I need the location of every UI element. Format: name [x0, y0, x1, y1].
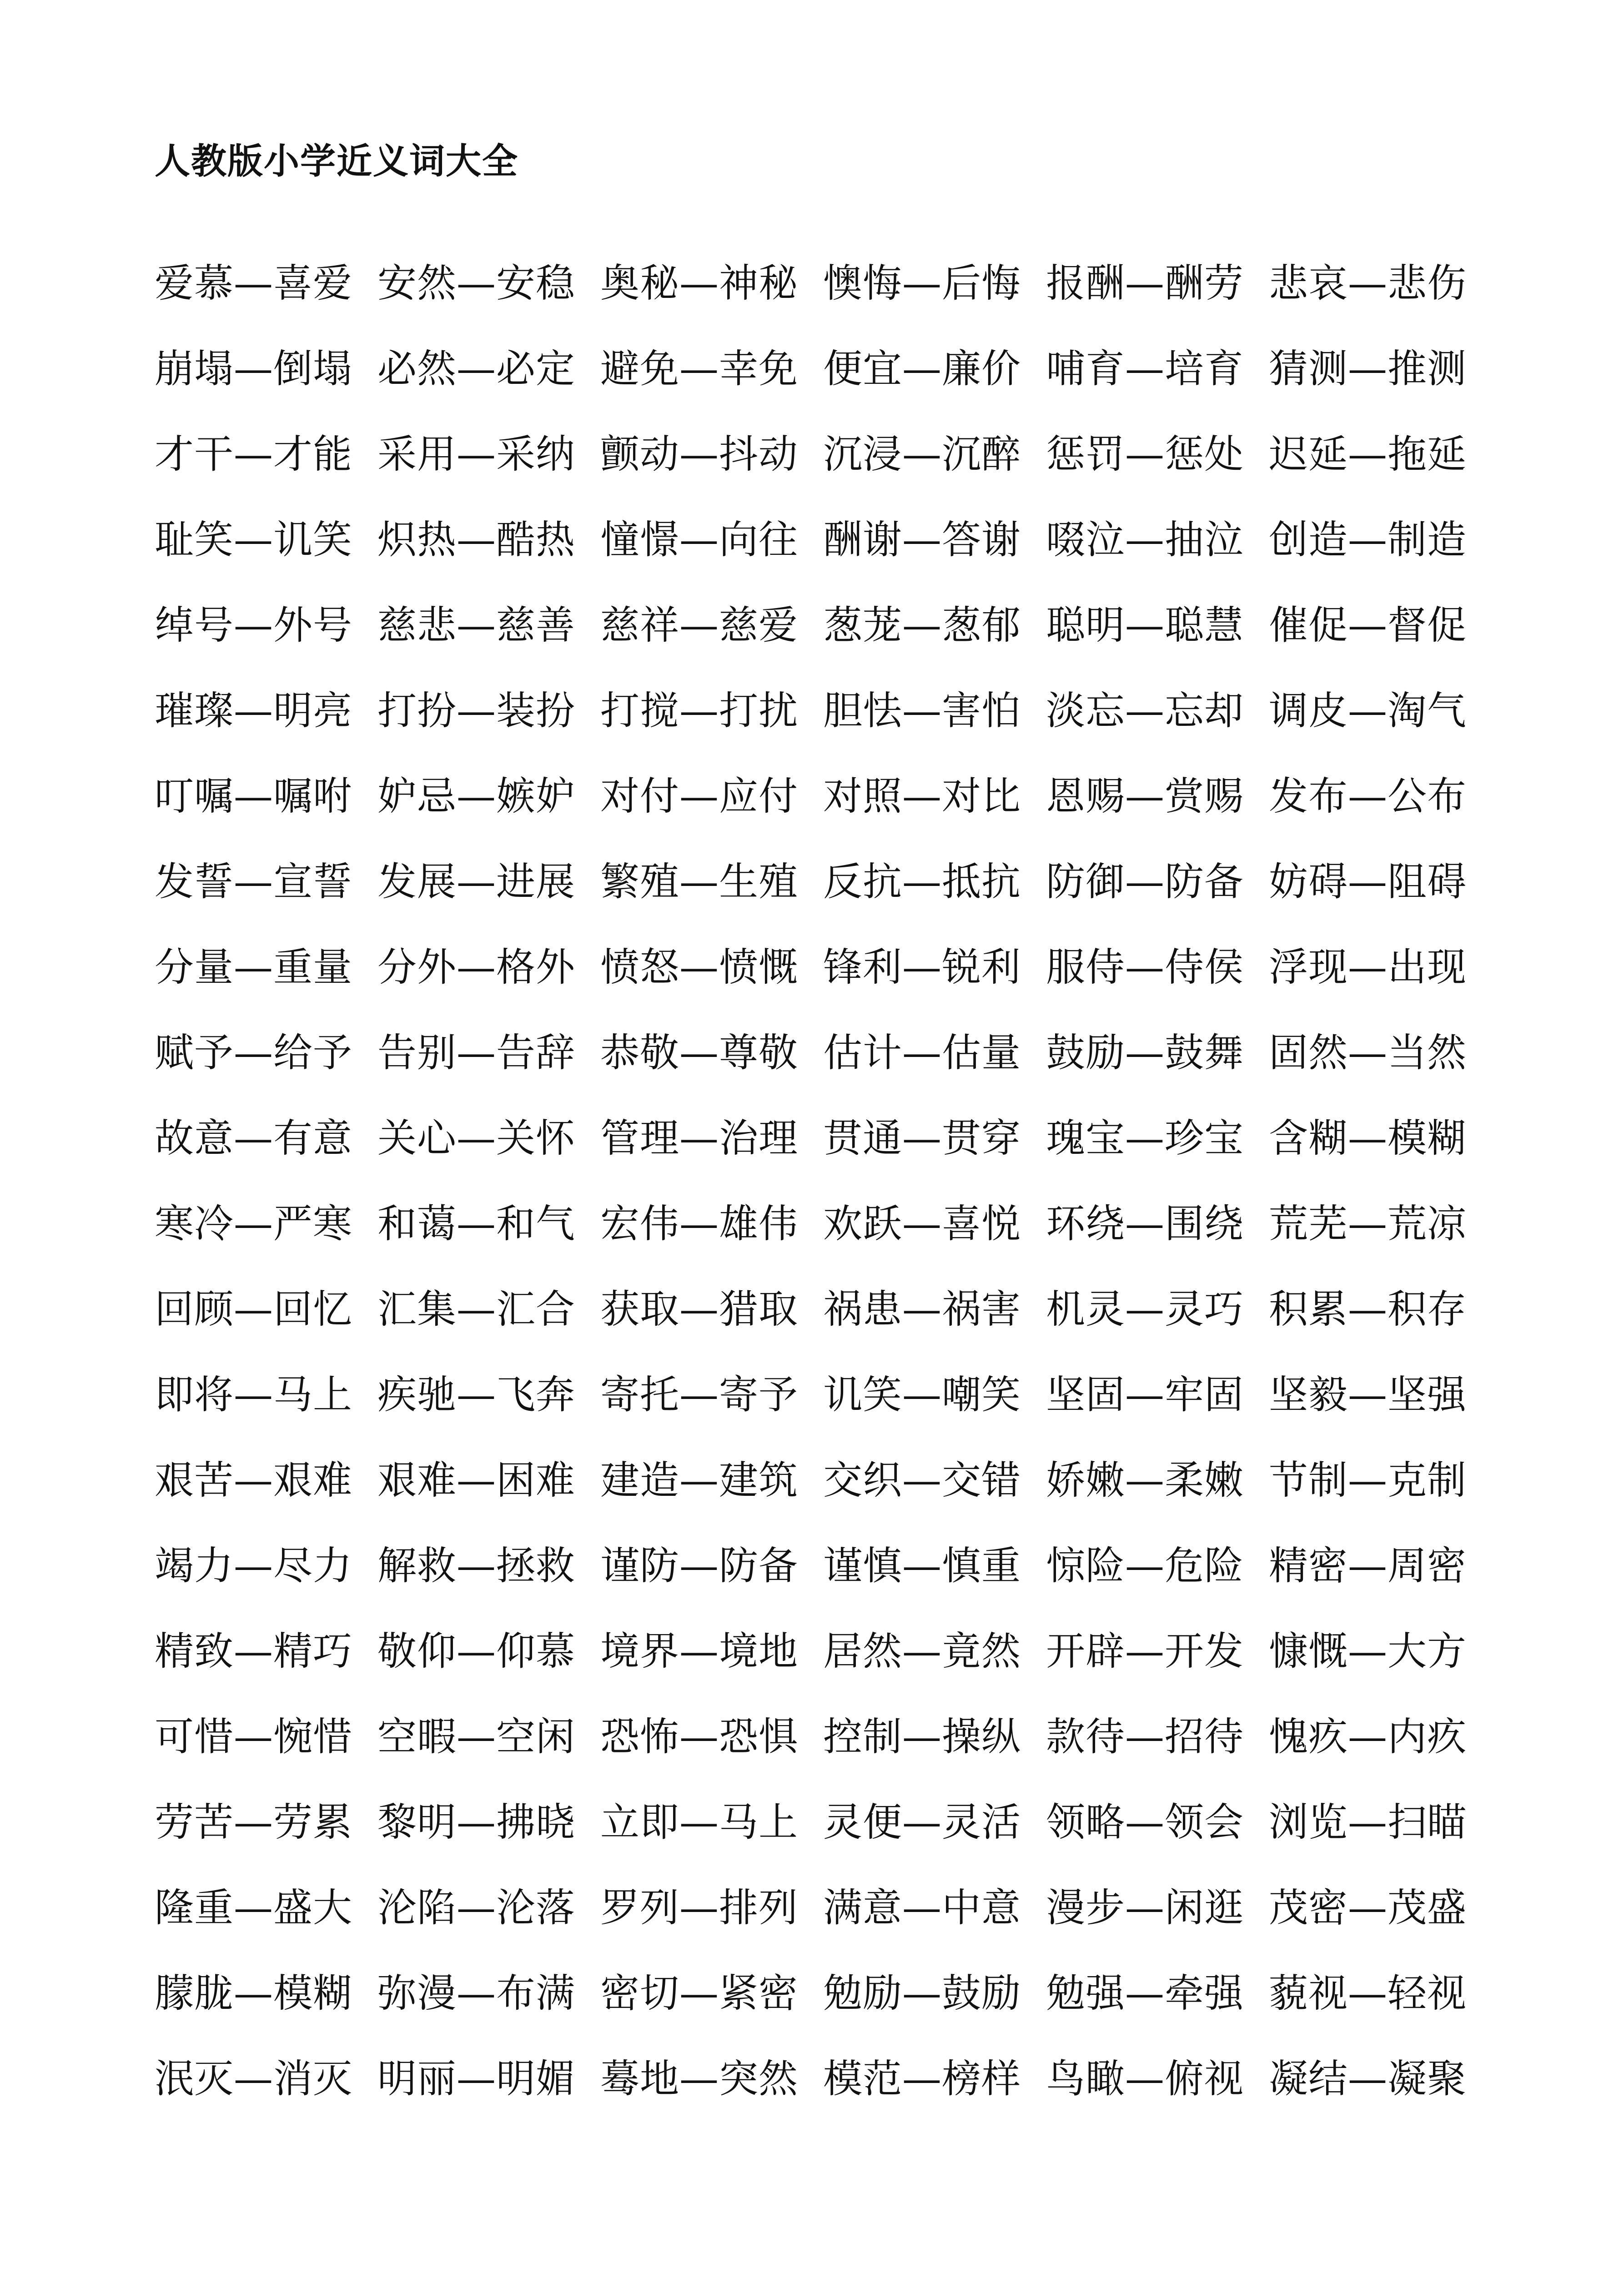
- synonym-pair: 沉浸—沉醉: [823, 432, 1021, 477]
- synonym-pair: 灵便—灵活: [823, 1800, 1021, 1845]
- synonym-row: [155, 1885, 1492, 1974]
- synonym-pair: 朦胧—模糊: [155, 1971, 352, 2016]
- synonym-pair: 打搅—打扰: [600, 688, 798, 734]
- synonym-pair: 罗列—排列: [600, 1885, 798, 1931]
- synonym-pair: 迟延—拖延: [1269, 432, 1467, 477]
- synonym-pair: 发展—进展: [377, 859, 575, 905]
- synonym-pair: 聪明—聪慧: [1046, 603, 1244, 648]
- synonym-pair: 猜测—推测: [1269, 346, 1467, 392]
- synonym-pair: 发布—公布: [1269, 774, 1467, 819]
- synonym-pair: 欢跃—喜悦: [823, 1201, 1021, 1247]
- synonym-pair: 讥笑—嘲笑: [823, 1372, 1021, 1418]
- synonym-pair: 勉强—牵强: [1046, 1971, 1244, 2016]
- synonym-pair: 估计—估量: [823, 1030, 1021, 1076]
- synonym-pair: 才干—才能: [155, 432, 352, 477]
- synonym-pair: 获取—猎取: [600, 1287, 798, 1332]
- synonym-pair: 防御—防备: [1046, 859, 1244, 905]
- synonym-pair: 奥秘—神秘: [600, 261, 798, 306]
- synonym-pair: 坚毅—坚强: [1269, 1372, 1467, 1418]
- synonym-pair: 报酬—酬劳: [1046, 261, 1244, 306]
- synonym-pair: 瑰宝—珍宝: [1046, 1116, 1244, 1161]
- synonym-row: [155, 688, 1492, 777]
- synonym-pair: 分量—重量: [155, 945, 352, 990]
- synonym-pair: 控制—操纵: [823, 1714, 1021, 1760]
- synonym-pair: 劳苦—劳累: [155, 1800, 352, 1845]
- synonym-pair: 避免—幸免: [600, 346, 798, 392]
- synonym-pair: 疾驰—飞奔: [377, 1372, 575, 1418]
- synonym-pair: 浮现—出现: [1269, 945, 1467, 990]
- synonym-pair: 贯通—贯穿: [823, 1116, 1021, 1161]
- synonym-row: [155, 1543, 1492, 1632]
- synonym-pair: 鸟瞰—俯视: [1046, 2056, 1244, 2102]
- synonym-pair: 境界—境地: [600, 1629, 798, 1674]
- synonym-pair: 慈悲—慈善: [377, 603, 575, 648]
- synonym-pair: 故意—有意: [155, 1116, 352, 1161]
- synonym-pair: 含糊—模糊: [1269, 1116, 1467, 1161]
- synonym-pair: 解救—拯救: [377, 1543, 575, 1589]
- synonym-pair: 崩塌—倒塌: [155, 346, 352, 392]
- synonym-pair: 惩罚—惩处: [1046, 432, 1244, 477]
- synonym-pair: 耻笑—讥笑: [155, 517, 352, 563]
- synonym-pair: 告别—告辞: [377, 1030, 575, 1076]
- synonym-pair: 敬仰—仰慕: [377, 1629, 575, 1674]
- synonym-pair: 谨防—防备: [600, 1543, 798, 1589]
- synonym-row: [155, 1629, 1492, 1717]
- synonym-pair: 赋予—给予: [155, 1030, 352, 1076]
- synonym-pair: 寄托—寄予: [600, 1372, 798, 1418]
- synonym-pair: 胆怯—害怕: [823, 688, 1021, 734]
- synonym-pair: 愧疚—内疚: [1269, 1714, 1467, 1760]
- synonym-row: [155, 2056, 1492, 2145]
- synonym-pair: 固然—当然: [1269, 1030, 1467, 1076]
- synonym-row: [155, 1458, 1492, 1546]
- synonym-pair: 祸患—祸害: [823, 1287, 1021, 1332]
- synonym-pair: 隆重—盛大: [155, 1885, 352, 1931]
- synonym-pair: 机灵—灵巧: [1046, 1287, 1244, 1332]
- synonym-pair: 款待—招待: [1046, 1714, 1244, 1760]
- synonym-row: [155, 1372, 1492, 1461]
- synonym-row: [155, 1714, 1492, 1803]
- synonym-pair: 妒忌—嫉妒: [377, 774, 575, 819]
- synonym-pair: 蓦地—突然: [600, 2056, 798, 2102]
- synonym-pair: 悲哀—悲伤: [1269, 261, 1467, 306]
- synonym-pair: 对照—对比: [823, 774, 1021, 819]
- synonym-pair: 满意—中意: [823, 1885, 1021, 1931]
- synonym-pair: 颤动—抖动: [600, 432, 798, 477]
- synonym-pair: 催促—督促: [1269, 603, 1467, 648]
- synonym-pair: 慷慨—大方: [1269, 1629, 1467, 1674]
- synonym-pair: 娇嫩—柔嫩: [1046, 1458, 1244, 1503]
- synonym-pair: 慈祥—慈爱: [600, 603, 798, 648]
- synonym-pair: 艰苦—艰难: [155, 1458, 352, 1503]
- synonym-row: [155, 1201, 1492, 1290]
- synonym-pair: 竭力—尽力: [155, 1543, 352, 1589]
- synonym-pair: 居然—竟然: [823, 1629, 1021, 1674]
- synonym-pair: 愤怒—愤慨: [600, 945, 798, 990]
- synonym-pair: 荒芜—荒凉: [1269, 1201, 1467, 1247]
- synonym-pair: 发誓—宣誓: [155, 859, 352, 905]
- synonym-pair: 领略—领会: [1046, 1800, 1244, 1845]
- synonym-row: [155, 1287, 1492, 1375]
- synonym-row: [155, 261, 1492, 349]
- synonym-pair: 泯灭—消灭: [155, 2056, 352, 2102]
- synonym-pair: 分外—格外: [377, 945, 575, 990]
- synonym-pair: 创造—制造: [1269, 517, 1467, 563]
- synonym-pair: 谨慎—慎重: [823, 1543, 1021, 1589]
- synonym-pair: 可惜—惋惜: [155, 1714, 352, 1760]
- synonym-pair: 憧憬—向往: [600, 517, 798, 563]
- synonym-pair: 关心—关怀: [377, 1116, 575, 1161]
- synonym-pair: 锋利—锐利: [823, 945, 1021, 990]
- synonym-pair: 寒冷—严寒: [155, 1201, 352, 1247]
- synonym-pair: 弥漫—布满: [377, 1971, 575, 2016]
- synonym-pair: 打扮—装扮: [377, 688, 575, 734]
- synonym-pair: 交织—交错: [823, 1458, 1021, 1503]
- synonym-pair: 绰号—外号: [155, 603, 352, 648]
- synonym-pair: 漫步—闲逛: [1046, 1885, 1244, 1931]
- synonym-pair: 精密—周密: [1269, 1543, 1467, 1589]
- synonym-pair: 茂密—茂盛: [1269, 1885, 1467, 1931]
- synonym-pair: 淡忘—忘却: [1046, 688, 1244, 734]
- synonym-row: [155, 603, 1492, 691]
- synonym-pair: 恐怖—恐惧: [600, 1714, 798, 1760]
- synonym-pair: 酬谢—答谢: [823, 517, 1021, 563]
- synonym-pair: 开辟—开发: [1046, 1629, 1244, 1674]
- synonym-row: [155, 774, 1492, 862]
- synonym-row: [155, 1971, 1492, 2059]
- synonym-pair: 服侍—侍侯: [1046, 945, 1244, 990]
- synonym-row: [155, 517, 1492, 606]
- synonym-pair: 精致—精巧: [155, 1629, 352, 1674]
- synonym-pair: 汇集—汇合: [377, 1287, 575, 1332]
- synonym-pair: 坚固—牢固: [1046, 1372, 1244, 1418]
- synonym-row: [155, 1800, 1492, 1888]
- synonym-pair: 宏伟—雄伟: [600, 1201, 798, 1247]
- synonym-pair: 叮嘱—嘱咐: [155, 774, 352, 819]
- synonym-pair: 节制—克制: [1269, 1458, 1467, 1503]
- synonym-pair: 管理—治理: [600, 1116, 798, 1161]
- synonym-pair: 立即—马上: [600, 1800, 798, 1845]
- synonym-pair: 懊悔—后悔: [823, 261, 1021, 306]
- synonym-row: [155, 859, 1492, 948]
- synonym-pair: 模范—榜样: [823, 2056, 1021, 2102]
- synonym-pair: 鼓励—鼓舞: [1046, 1030, 1244, 1076]
- synonym-pair: 便宜—廉价: [823, 346, 1021, 392]
- synonym-pair: 黎明—拂晓: [377, 1800, 575, 1845]
- synonym-pair: 对付—应付: [600, 774, 798, 819]
- synonym-pair: 反抗—抵抗: [823, 859, 1021, 905]
- synonym-pair: 葱茏—葱郁: [823, 603, 1021, 648]
- synonym-pair: 明丽—明媚: [377, 2056, 575, 2102]
- synonym-pair: 凝结—凝聚: [1269, 2056, 1467, 2102]
- synonym-row: [155, 1116, 1492, 1204]
- synonym-pair: 空暇—空闲: [377, 1714, 575, 1760]
- synonym-pair: 藐视—轻视: [1269, 1971, 1467, 2016]
- synonym-row: [155, 945, 1492, 1033]
- synonym-pair: 即将—马上: [155, 1372, 352, 1418]
- synonym-row: [155, 346, 1492, 435]
- page-title: 人教版小学近义词大全: [155, 141, 519, 182]
- synonym-pair: 必然—必定: [377, 346, 575, 392]
- synonym-pair: 和蔼—和气: [377, 1201, 575, 1247]
- synonym-pair: 繁殖—生殖: [600, 859, 798, 905]
- synonym-row: [155, 432, 1492, 520]
- synonym-pair: 回顾—回忆: [155, 1287, 352, 1332]
- synonym-pair: 积累—积存: [1269, 1287, 1467, 1332]
- synonym-pair: 沦陷—沦落: [377, 1885, 575, 1931]
- synonym-pair: 哺育—培育: [1046, 346, 1244, 392]
- synonym-list: [155, 261, 1492, 2145]
- synonym-pair: 安然—安稳: [377, 261, 575, 306]
- synonym-pair: 艰难—困难: [377, 1458, 575, 1503]
- synonym-pair: 啜泣—抽泣: [1046, 517, 1244, 563]
- synonym-row: [155, 1030, 1492, 1119]
- synonym-pair: 勉励—鼓励: [823, 1971, 1021, 2016]
- synonym-pair: 恭敬—尊敬: [600, 1030, 798, 1076]
- synonym-pair: 炽热—酷热: [377, 517, 575, 563]
- synonym-pair: 恩赐—赏赐: [1046, 774, 1244, 819]
- synonym-pair: 环绕—围绕: [1046, 1201, 1244, 1247]
- synonym-pair: 建造—建筑: [600, 1458, 798, 1503]
- synonym-pair: 惊险—危险: [1046, 1543, 1244, 1589]
- synonym-pair: 采用—采纳: [377, 432, 575, 477]
- synonym-pair: 浏览—扫瞄: [1269, 1800, 1467, 1845]
- synonym-pair: 妨碍—阻碍: [1269, 859, 1467, 905]
- synonym-pair: 璀璨—明亮: [155, 688, 352, 734]
- synonym-pair: 调皮—淘气: [1269, 688, 1467, 734]
- synonym-pair: 爱慕—喜爱: [155, 261, 352, 306]
- synonym-pair: 密切—紧密: [600, 1971, 798, 2016]
